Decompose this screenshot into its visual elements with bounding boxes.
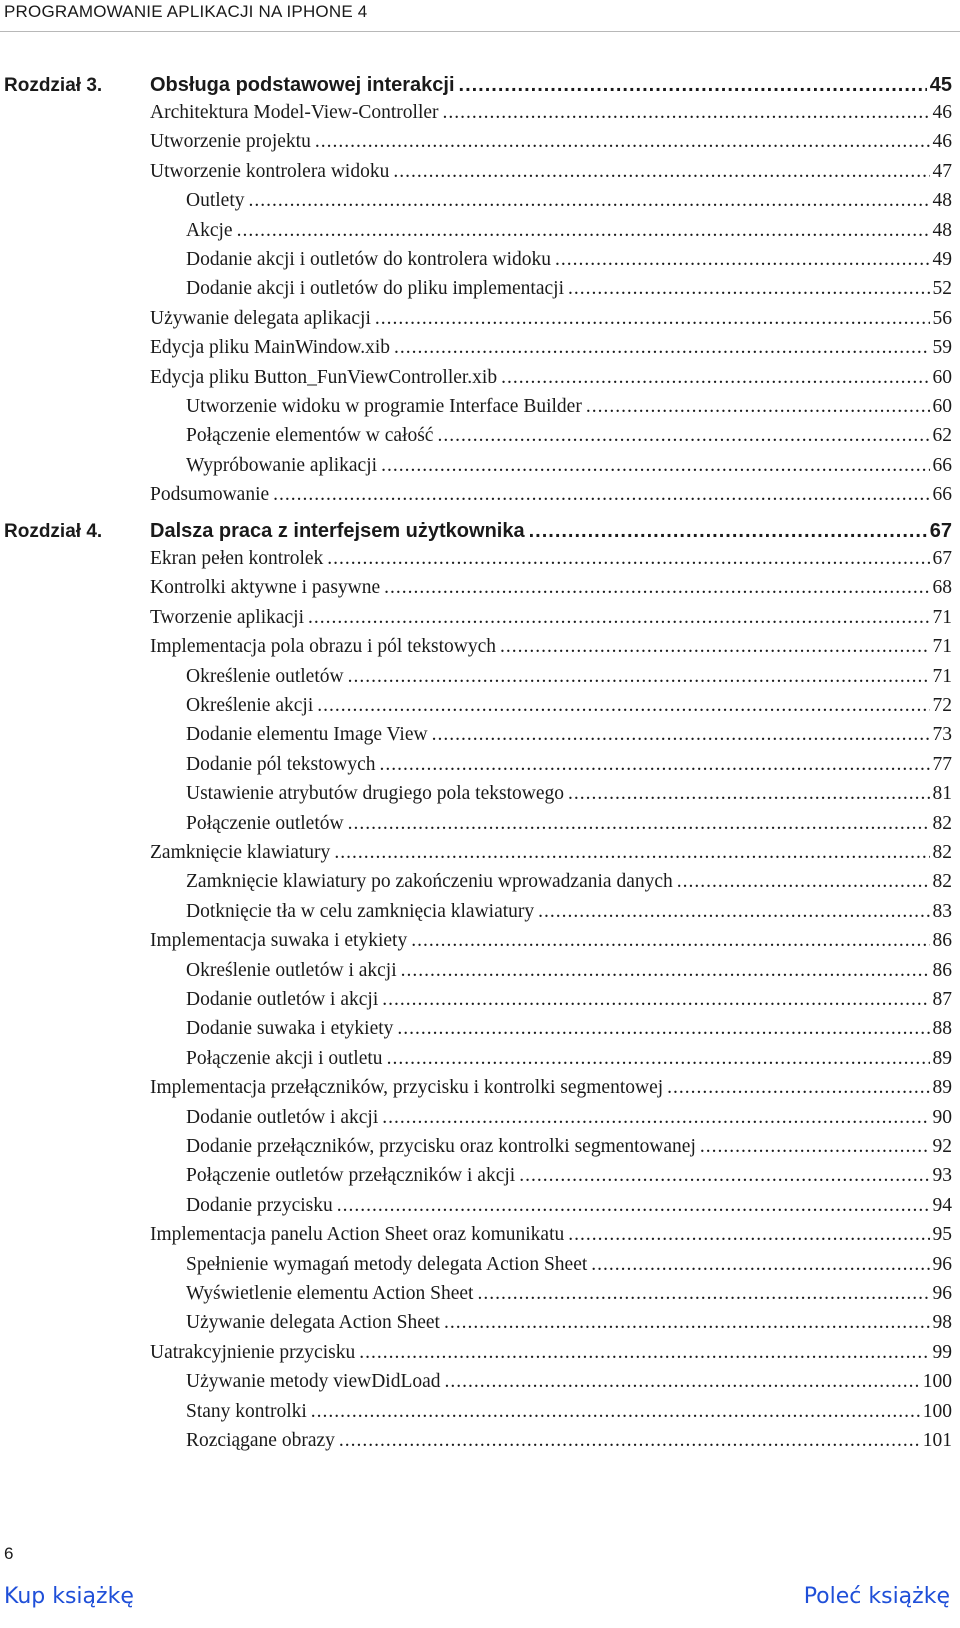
leader-dots bbox=[667, 1077, 929, 1099]
toc-page-number: 60 bbox=[932, 396, 952, 417]
toc-entry-title: Połączenie outletów przełączników i akcji bbox=[186, 1165, 516, 1187]
toc-entry-title: Akcje bbox=[186, 219, 233, 241]
leader-dots bbox=[317, 695, 929, 717]
leader-dots bbox=[500, 636, 929, 658]
toc-section-entry[interactable] bbox=[150, 308, 952, 330]
toc-page-number: 99 bbox=[932, 1341, 952, 1363]
leader-dots bbox=[568, 278, 930, 300]
leader-dots bbox=[529, 520, 927, 543]
leader-dots bbox=[382, 1107, 929, 1129]
toc-entry-title: Rozciągane obrazy bbox=[186, 1430, 335, 1451]
toc-entry-title: Dodanie elementu Image View bbox=[186, 724, 428, 746]
toc-section-entry[interactable] bbox=[150, 548, 952, 570]
toc-subsection-entry[interactable] bbox=[186, 1195, 952, 1217]
leader-dots bbox=[437, 425, 929, 447]
toc-entry-title: Używanie delegata aplikacji bbox=[150, 307, 371, 329]
toc-subsection-entry[interactable] bbox=[186, 989, 952, 1011]
toc-page-number: 66 bbox=[932, 454, 952, 476]
toc-entry-title: Uatrakcyjnienie przycisku bbox=[150, 1341, 356, 1363]
leader-dots bbox=[393, 161, 929, 183]
leader-dots bbox=[337, 1195, 930, 1217]
toc-page-number: 60 bbox=[932, 366, 952, 388]
leader-dots bbox=[348, 666, 930, 688]
toc-page-number: 101 bbox=[922, 1430, 952, 1451]
toc-subsection-entry[interactable] bbox=[186, 1018, 952, 1040]
toc-entry-title: Zamknięcie klawiatury po zakończeniu wprowadzania danych bbox=[186, 871, 673, 893]
toc-section-entry[interactable] bbox=[150, 484, 952, 506]
leader-dots bbox=[401, 960, 930, 982]
toc-entry-title: Używanie delegata Action Sheet bbox=[186, 1312, 440, 1334]
toc-entry-title: Dodanie przełączników, przycisku oraz kontrolki segmentowanej bbox=[186, 1136, 696, 1157]
leader-dots bbox=[445, 1371, 920, 1393]
toc-entry-title: Tworzenie aplikacji bbox=[150, 606, 305, 628]
leader-dots bbox=[444, 1312, 930, 1334]
toc-page-number: 96 bbox=[932, 1253, 952, 1275]
leader-dots bbox=[477, 1283, 929, 1305]
toc-chapter-entry[interactable] bbox=[150, 74, 952, 97]
toc-entry-title: Edycja pliku MainWindow.xib bbox=[150, 337, 391, 359]
toc-entry-title: Określenie outletów i akcji bbox=[186, 959, 397, 981]
toc-section-entry[interactable] bbox=[150, 607, 952, 629]
toc-entry-title: Dodanie akcji i outletów do kontrolera widoku bbox=[186, 249, 551, 270]
toc-subsection-entry[interactable] bbox=[186, 1107, 952, 1129]
leader-dots bbox=[273, 484, 929, 506]
leader-dots bbox=[432, 724, 930, 746]
leader-dots bbox=[327, 548, 929, 570]
toc-page-number: 68 bbox=[932, 577, 952, 599]
running-head: PROGRAMOWANIE APLIKACJI NA IPHONE 4 bbox=[4, 2, 368, 21]
leader-dots bbox=[339, 1430, 920, 1452]
toc-subsection-entry[interactable] bbox=[186, 1254, 952, 1276]
toc-subsection-entry[interactable] bbox=[186, 960, 952, 982]
toc-entry-title: Dodanie suwaka i etykiety bbox=[186, 1018, 394, 1040]
toc-section-entry[interactable] bbox=[150, 577, 952, 599]
toc-entry-title: Podsumowanie bbox=[150, 484, 270, 506]
toc-page-number: 100 bbox=[922, 1371, 952, 1393]
toc-subsection-entry[interactable] bbox=[186, 813, 952, 835]
toc-entry-title: Stany kontrolki bbox=[186, 1400, 307, 1422]
leader-dots bbox=[586, 396, 930, 418]
toc-page-number: 86 bbox=[932, 930, 952, 952]
toc-subsection-entry[interactable] bbox=[186, 724, 952, 746]
toc-page-number: 71 bbox=[932, 665, 952, 687]
toc-entry-title: Dodanie przycisku bbox=[186, 1194, 333, 1216]
toc-page-number: 45 bbox=[929, 74, 952, 96]
toc-subsection-entry[interactable] bbox=[186, 754, 952, 776]
toc-entry-title: Dodanie outletów i akcji bbox=[186, 989, 379, 1010]
toc-page-number: 72 bbox=[932, 695, 952, 716]
toc-entry-title: Utworzenie widoku w programie Interface Builder bbox=[186, 396, 582, 417]
toc-entry-title: Połączenie outletów bbox=[186, 812, 344, 834]
leader-dots bbox=[380, 754, 930, 776]
leader-dots bbox=[591, 1254, 929, 1276]
toc-subsection-entry[interactable] bbox=[186, 871, 952, 893]
leader-dots bbox=[555, 249, 930, 271]
toc-section-entry[interactable] bbox=[150, 636, 952, 658]
leader-dots bbox=[382, 989, 929, 1011]
toc-subsection-entry[interactable] bbox=[186, 278, 952, 300]
toc-page-number: 67 bbox=[929, 520, 952, 542]
toc-page-number: 95 bbox=[932, 1224, 952, 1246]
leader-dots bbox=[249, 190, 930, 212]
toc-page-number: 47 bbox=[932, 160, 952, 182]
chapter-label: Rozdział 4. bbox=[4, 521, 103, 542]
leader-dots bbox=[568, 1224, 929, 1246]
toc-section-entry[interactable] bbox=[150, 1342, 952, 1364]
toc-subsection-entry[interactable] bbox=[186, 396, 952, 418]
toc-entry-title: Wypróbowanie aplikacji bbox=[186, 454, 378, 476]
toc-entry-title: Implementacja pola obrazu i pól tekstowych bbox=[150, 636, 497, 658]
toc-page-number: 77 bbox=[932, 753, 952, 775]
toc-page-number: 71 bbox=[932, 636, 952, 658]
leader-dots bbox=[384, 577, 929, 599]
toc-entry-title: Zamknięcie klawiatury bbox=[150, 842, 331, 863]
leader-dots bbox=[519, 1165, 929, 1187]
leader-dots bbox=[538, 901, 929, 923]
leader-dots bbox=[315, 131, 930, 153]
toc-entry-title: Połączenie elementów w całość bbox=[186, 425, 434, 447]
toc-subsection-entry[interactable] bbox=[186, 1283, 952, 1305]
toc-page-number: 86 bbox=[932, 959, 952, 981]
toc-page-number: 59 bbox=[932, 337, 952, 359]
toc-page-number: 88 bbox=[932, 1018, 952, 1040]
header-rule bbox=[0, 31, 960, 32]
toc-page-number: 48 bbox=[932, 219, 952, 241]
leader-dots bbox=[443, 102, 930, 124]
toc-entry-title: Dodanie outletów i akcji bbox=[186, 1106, 379, 1128]
leader-dots bbox=[334, 842, 929, 864]
toc-page-number: 67 bbox=[932, 548, 952, 569]
toc-page-number: 92 bbox=[932, 1136, 952, 1157]
leader-dots bbox=[677, 871, 930, 893]
toc-page-number: 66 bbox=[932, 484, 952, 506]
toc-page-number: 94 bbox=[932, 1194, 952, 1216]
toc-subsection-entry[interactable] bbox=[186, 1371, 952, 1393]
leader-dots bbox=[394, 337, 929, 359]
toc-subsection-entry[interactable] bbox=[186, 783, 952, 805]
toc-page-number: 90 bbox=[932, 1106, 952, 1128]
toc-entry-title: Dodanie akcji i outletów do pliku implementacji bbox=[186, 278, 564, 300]
toc-section-entry[interactable] bbox=[150, 131, 952, 153]
toc-section-entry[interactable] bbox=[150, 1224, 952, 1246]
leader-dots bbox=[381, 455, 929, 477]
toc-subsection-entry[interactable] bbox=[186, 249, 952, 271]
chapter-label: Rozdział 3. bbox=[4, 75, 103, 96]
toc-subsection-entry[interactable] bbox=[186, 666, 952, 688]
toc-subsection-entry[interactable] bbox=[186, 1401, 952, 1423]
toc-page-number: 52 bbox=[932, 278, 952, 300]
buy-book-link[interactable]: Kup książkę bbox=[4, 1584, 134, 1609]
toc-entry-title: Implementacja przełączników, przycisku i kontrolki segmentowej bbox=[150, 1077, 664, 1099]
toc-page-number: 56 bbox=[932, 307, 952, 329]
leader-dots bbox=[700, 1136, 930, 1158]
toc-page-number: 73 bbox=[932, 724, 952, 746]
page-number: 6 bbox=[4, 1544, 14, 1563]
toc-page-number: 89 bbox=[932, 1047, 952, 1069]
toc-subsection-entry[interactable] bbox=[186, 1312, 952, 1334]
toc-page-number: 81 bbox=[932, 783, 952, 805]
toc-page-number: 71 bbox=[932, 606, 952, 628]
leader-dots bbox=[308, 607, 929, 629]
toc-page-number: 48 bbox=[932, 190, 952, 212]
toc-entry-title: Określenie akcji bbox=[186, 695, 314, 716]
toc-chapter-entry[interactable] bbox=[150, 520, 952, 543]
leader-dots bbox=[375, 308, 930, 330]
toc-page-number: 82 bbox=[932, 871, 952, 893]
toc-section-entry[interactable] bbox=[150, 842, 952, 864]
toc-entry-title: Ustawienie atrybutów drugiego pola tekstowego bbox=[186, 783, 564, 805]
toc-page-number: 49 bbox=[932, 249, 952, 270]
toc-section-entry[interactable] bbox=[150, 161, 952, 183]
toc-section-entry[interactable] bbox=[150, 102, 952, 124]
leader-dots bbox=[359, 1342, 929, 1364]
toc-subsection-entry[interactable] bbox=[186, 695, 952, 717]
toc-entry-title: Utworzenie kontrolera widoku bbox=[150, 160, 390, 182]
toc-page-number: 82 bbox=[932, 812, 952, 834]
toc-page-number: 46 bbox=[932, 102, 952, 123]
toc-page-number: 96 bbox=[932, 1283, 952, 1304]
toc-page-number: 100 bbox=[922, 1400, 952, 1422]
toc-page-number: 62 bbox=[932, 425, 952, 447]
toc-page-number: 89 bbox=[932, 1077, 952, 1099]
leader-dots bbox=[397, 1018, 929, 1040]
leader-dots bbox=[568, 783, 930, 805]
toc-entry-title: Utworzenie projektu bbox=[150, 131, 311, 153]
leader-dots bbox=[237, 220, 930, 242]
toc-subsection-entry[interactable] bbox=[186, 220, 952, 242]
leader-dots bbox=[348, 813, 930, 835]
toc-entry-title: Implementacja panelu Action Sheet oraz komunikatu bbox=[150, 1224, 565, 1246]
toc-subsection-entry[interactable] bbox=[186, 190, 952, 212]
leader-dots bbox=[387, 1048, 930, 1070]
toc-entry-title: Spełnienie wymagań metody delegata Action Sheet bbox=[186, 1253, 588, 1275]
toc-entry-title: Architektura Model-View-Controller bbox=[150, 102, 439, 123]
toc-page-number: 93 bbox=[932, 1165, 952, 1187]
toc-entry-title: Używanie metody viewDidLoad bbox=[186, 1371, 441, 1393]
toc-subsection-entry[interactable] bbox=[186, 1430, 952, 1452]
toc-entry-title: Implementacja suwaka i etykiety bbox=[150, 930, 408, 952]
toc-entry-title: Outlety bbox=[186, 190, 245, 212]
toc-page-number: 46 bbox=[932, 131, 952, 153]
leader-dots bbox=[459, 74, 927, 97]
toc-entry-title: Edycja pliku Button_FunViewController.xib bbox=[150, 366, 498, 388]
toc-entry-title: Kontrolki aktywne i pasywne bbox=[150, 577, 381, 599]
toc-chapter-title: Dalsza praca z interfejsem użytkownika bbox=[150, 520, 525, 542]
toc-section-entry[interactable] bbox=[150, 337, 952, 359]
toc-page-number: 82 bbox=[932, 842, 952, 863]
toc-chapter-title: Obsługa podstawowej interakcji bbox=[150, 74, 455, 96]
toc-entry-title: Określenie outletów bbox=[186, 665, 344, 687]
leader-dots bbox=[501, 367, 929, 389]
toc-subsection-entry[interactable] bbox=[186, 901, 952, 923]
toc-entry-title: Dodanie pól tekstowych bbox=[186, 753, 376, 775]
toc-subsection-entry[interactable] bbox=[186, 455, 952, 477]
toc-section-entry[interactable] bbox=[150, 930, 952, 952]
toc-page-number: 87 bbox=[932, 989, 952, 1010]
toc-subsection-entry[interactable] bbox=[186, 425, 952, 447]
toc-entry-title: Połączenie akcji i outletu bbox=[186, 1047, 383, 1069]
leader-dots bbox=[311, 1401, 920, 1423]
toc-subsection-entry[interactable] bbox=[186, 1136, 952, 1158]
toc-entry-title: Wyświetlenie elementu Action Sheet bbox=[186, 1283, 474, 1304]
toc-page-number: 83 bbox=[932, 900, 952, 922]
toc-entry-title: Dotknięcie tła w celu zamknięcia klawiatury bbox=[186, 900, 535, 922]
toc-section-entry[interactable] bbox=[150, 367, 952, 389]
leader-dots bbox=[411, 930, 929, 952]
toc-subsection-entry[interactable] bbox=[186, 1048, 952, 1070]
recommend-book-link[interactable]: Poleć książkę bbox=[803, 1584, 950, 1609]
toc-section-entry[interactable] bbox=[150, 1077, 952, 1099]
toc-subsection-entry[interactable] bbox=[186, 1165, 952, 1187]
toc-page-number: 98 bbox=[932, 1312, 952, 1334]
toc-entry-title: Ekran pełen kontrolek bbox=[150, 548, 324, 569]
